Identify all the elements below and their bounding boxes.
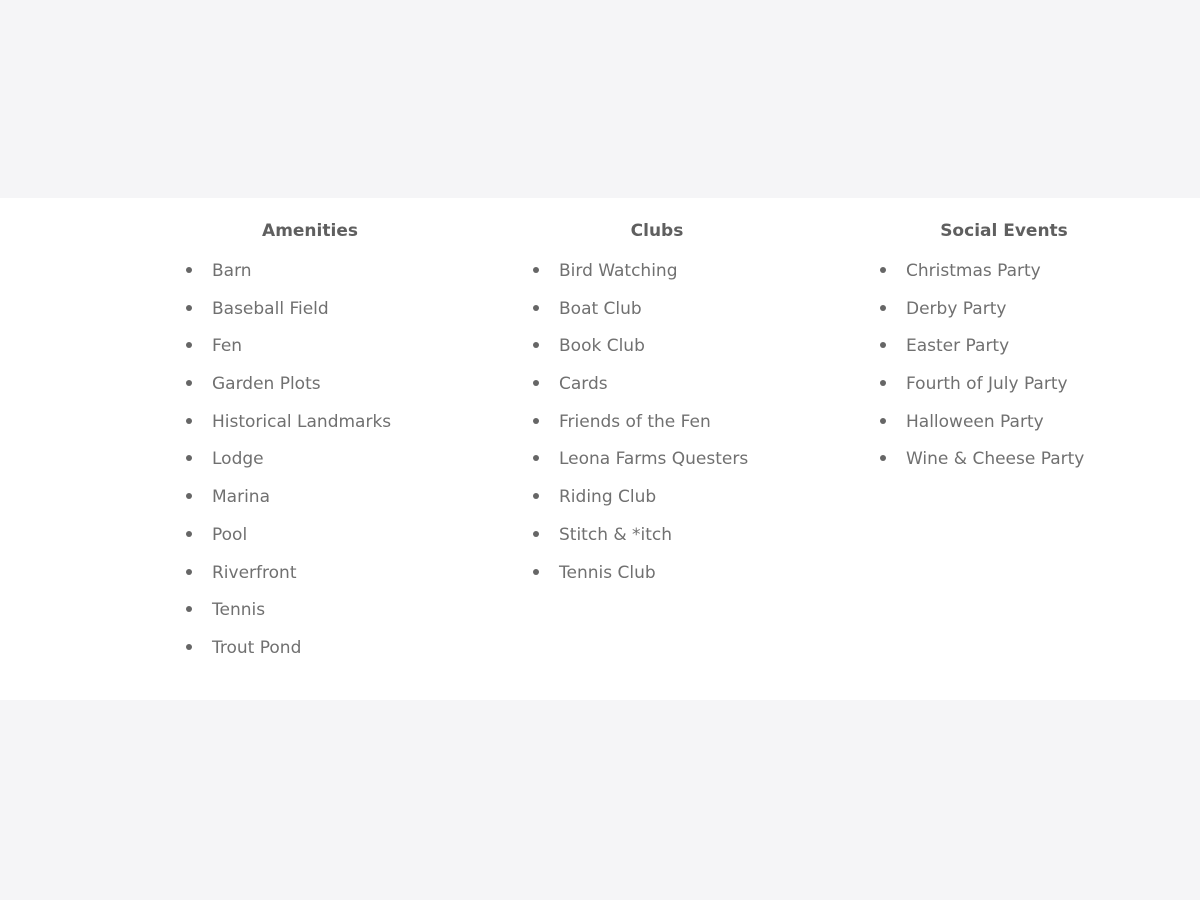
bullet-icon xyxy=(880,342,886,348)
club-label: Riding Club xyxy=(559,487,657,508)
bullet-icon xyxy=(880,267,886,273)
amenity-label: Fen xyxy=(212,336,243,357)
club-label: Boat Club xyxy=(559,298,642,319)
club-label: Bird Watching xyxy=(559,261,678,281)
club-label: Tennis Club xyxy=(559,562,656,583)
bullet-icon xyxy=(186,493,192,499)
club-item xyxy=(533,410,748,448)
club-label: Stitch & *itch xyxy=(559,524,673,545)
club-item xyxy=(533,485,748,523)
clubs-list xyxy=(533,259,748,598)
amenity-item xyxy=(186,598,391,636)
club-label: Leona Farms Questers xyxy=(559,449,749,470)
club-label: Book Club xyxy=(559,336,645,357)
bullet-icon xyxy=(186,342,192,348)
amenity-item xyxy=(186,485,391,523)
bullet-icon xyxy=(533,380,539,386)
social-event-label: Easter Party xyxy=(906,336,1010,357)
amenity-label: Trout Pond xyxy=(212,637,302,658)
bullet-icon xyxy=(533,569,539,575)
bullet-icon xyxy=(186,569,192,575)
social-event-item xyxy=(880,410,1084,448)
club-label: Cards xyxy=(559,374,608,395)
amenity-item xyxy=(186,372,391,410)
amenity-label: Tennis xyxy=(212,600,266,621)
social-event-label: Wine & Cheese Party xyxy=(906,449,1085,470)
amenities-title: Amenities xyxy=(262,221,358,241)
amenity-label: Historical Landmarks xyxy=(212,411,392,432)
bullet-icon xyxy=(533,531,539,537)
bullet-icon xyxy=(186,531,192,537)
amenity-item xyxy=(186,636,391,674)
club-item xyxy=(533,523,748,561)
bullet-icon xyxy=(880,305,886,311)
amenities-list xyxy=(186,259,391,674)
amenity-label: Garden Plots xyxy=(212,374,321,395)
amenity-label: Marina xyxy=(212,487,270,508)
social-event-label: Christmas Party xyxy=(906,261,1041,281)
club-item xyxy=(533,297,748,335)
bullet-icon xyxy=(186,418,192,424)
social-event-item xyxy=(880,372,1084,410)
amenity-label: Pool xyxy=(212,524,248,545)
amenity-label: Lodge xyxy=(212,449,264,470)
bullet-icon xyxy=(186,606,192,612)
club-item xyxy=(533,561,748,599)
bullet-icon xyxy=(533,493,539,499)
amenity-item xyxy=(186,297,391,335)
amenity-item xyxy=(186,259,391,297)
club-item xyxy=(533,372,748,410)
bullet-icon xyxy=(186,455,192,461)
bullet-icon xyxy=(186,644,192,650)
social-event-label: Derby Party xyxy=(906,298,1007,319)
bullet-icon xyxy=(186,380,192,386)
amenity-item xyxy=(186,561,391,599)
club-item xyxy=(533,259,748,297)
social-events-title: Social Events xyxy=(940,221,1068,241)
social-event-item xyxy=(880,447,1084,485)
bullet-icon xyxy=(533,455,539,461)
amenity-item xyxy=(186,334,391,372)
bullet-icon xyxy=(533,267,539,273)
bullet-icon xyxy=(186,267,192,273)
club-item xyxy=(533,334,748,372)
bullet-icon xyxy=(880,418,886,424)
social-event-label: Halloween Party xyxy=(906,411,1044,432)
bullet-icon xyxy=(533,305,539,311)
amenity-item xyxy=(186,447,391,485)
social-events-list xyxy=(880,259,1084,485)
amenity-label: Barn xyxy=(212,261,252,281)
clubs-title: Clubs xyxy=(630,221,684,241)
amenity-item xyxy=(186,523,391,561)
social-event-item xyxy=(880,297,1084,335)
club-item xyxy=(533,447,748,485)
social-event-item xyxy=(880,259,1084,297)
amenity-item xyxy=(186,410,391,448)
amenity-label: Baseball Field xyxy=(212,298,329,319)
bullet-icon xyxy=(533,418,539,424)
club-label: Friends of the Fen xyxy=(559,411,711,432)
bullet-icon xyxy=(186,305,192,311)
content-band xyxy=(0,198,1200,700)
bullet-icon xyxy=(880,380,886,386)
bullet-icon xyxy=(533,342,539,348)
social-event-label: Fourth of July Party xyxy=(906,374,1068,395)
social-event-item xyxy=(880,334,1084,372)
amenity-label: Riverfront xyxy=(212,562,297,583)
bullet-icon xyxy=(880,455,886,461)
